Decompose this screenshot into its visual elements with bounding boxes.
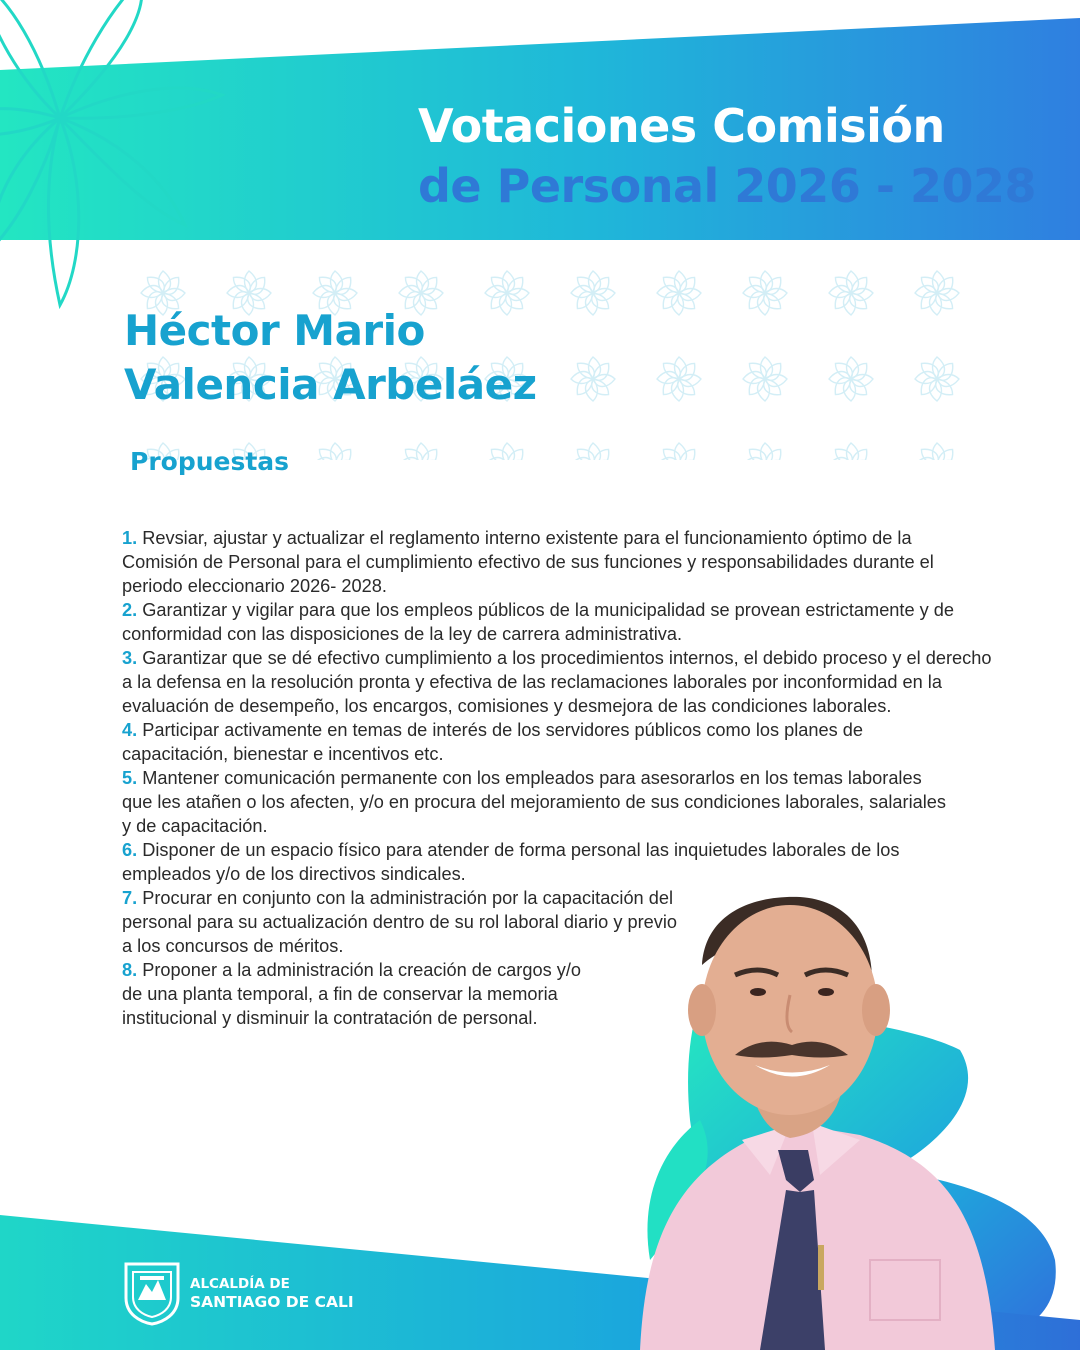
proposal-text: Participar activamente en temas de interés de los servidores públicos como los planes de capacitación, bienestar e incentivos etc. (122, 720, 864, 764)
proposal-item (122, 646, 997, 718)
proposal-item (122, 958, 592, 1030)
proposal-item (122, 598, 982, 646)
proposal-number: 3. (122, 648, 138, 668)
proposal-item (122, 718, 952, 766)
proposal-text: Disponer de un espacio físico para atender de forma personal las inquietudes laborales de los empleados y/o de los directivos sindicales. (122, 840, 900, 884)
proposal-number: 7. (122, 888, 138, 908)
proposals-list (122, 526, 1002, 1030)
proposal-item (122, 886, 682, 958)
proposal-number: 2. (122, 600, 138, 620)
proposal-text: Procurar en conjunto con la administración por la capacitación del personal para su actualización dentro de su rol laboral diario y previo a los concursos de méritos. (122, 888, 678, 956)
section-title: Propuestas (130, 447, 290, 476)
proposal-number: 5. (122, 768, 138, 788)
proposal-item (122, 838, 942, 886)
logo-line-1: ALCALDÍA DE (190, 1276, 290, 1292)
candidate-name-line-2: Valencia Arbeláez (124, 360, 537, 409)
proposal-text: Revsiar, ajustar y actualizar el reglamento interno existente para el funcionamiento óptimo de la Comisión de Personal para el cumplimiento efectivo de sus funciones y responsabilidades durante el periodo eleccionario 2026- 2028. (122, 528, 934, 596)
title-line-2: de Personal 2026 - 2028 (418, 159, 1036, 213)
proposal-number: 8. (122, 960, 138, 980)
title-line-1: Votaciones Comisión (418, 99, 945, 153)
proposal-text: Proponer a la administración la creación de cargos y/o de una planta temporal, a fin de conservar la memoria institucional y disminuir la contratación de personal. (122, 960, 581, 1028)
proposal-number: 6. (122, 840, 138, 860)
proposal-item (122, 766, 952, 838)
logo-text (190, 1275, 354, 1311)
proposal-item (122, 526, 982, 598)
page-title (418, 96, 1036, 216)
logo-line-2: SANTIAGO DE CALI (190, 1293, 354, 1311)
candidate-name (124, 304, 537, 412)
coat-of-arms-icon (122, 1260, 182, 1326)
proposal-number: 1. (122, 528, 138, 548)
proposal-text: Mantener comunicación permanente con los empleados para asesorarlos en los temas laborales que les atañen o los afecten, y/o en procura del mejoramiento de sus condiciones laborales, salariales y de capacitación. (122, 768, 946, 836)
proposal-text: Garantizar que se dé efectivo cumplimiento a los procedimientos internos, el debido proceso y el derecho a la defensa en la resolución pronta y efectiva de las reclamaciones laborales por inconformidad en la evaluación de desempeño, los encargos, comisiones y desmejora de las condiciones laborales. (122, 648, 992, 716)
alcaldia-logo (122, 1260, 354, 1326)
proposal-text: Garantizar y vigilar para que los empleos públicos de la municipalidad se provean estrictamente y de conformidad con las disposiciones de la ley de carrera administrativa. (122, 600, 955, 644)
candidate-name-line-1: Héctor Mario (124, 306, 425, 355)
proposal-number: 4. (122, 720, 138, 740)
